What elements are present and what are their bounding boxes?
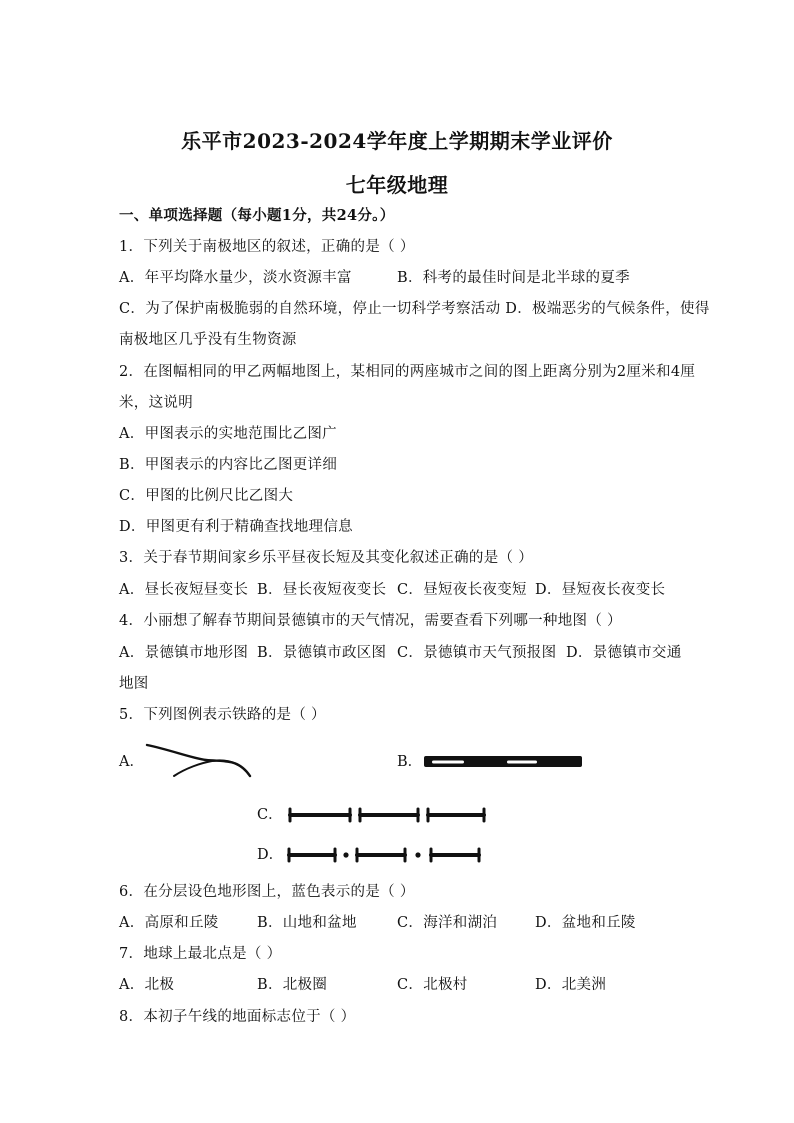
q5-option-d-label: D． xyxy=(257,847,284,863)
q2-stem: 2．在图幅相同的甲乙两幅地图上，某相同的两座城市之间的图上距离分别为2厘米和4厘 xyxy=(119,364,696,380)
highway-symbol xyxy=(424,755,584,769)
q6-option-d: D．盆地和丘陵 xyxy=(535,915,636,931)
q3-option-d: D．昼短夜长夜变长 xyxy=(535,582,666,598)
q6-option-c: C．海洋和湖泊 xyxy=(397,915,498,931)
q4-option-d-cont: 地图 xyxy=(119,676,149,692)
q2-option-d: D．甲图更有利于精确查找地理信息 xyxy=(119,519,353,535)
q3-stem: 3．关于春节期间家乡乐平昼夜长短及其变化叙述正确的是（ ） xyxy=(119,550,534,566)
q3-option-c: C．昼短夜长夜变短 xyxy=(397,582,527,598)
q4-option-a: A．景德镇市地形图 xyxy=(119,645,249,661)
q1-option-c-d: C．为了保护南极脆弱的自然环境，停止一切科学考察活动 D．极端恶劣的气候条件，使得 xyxy=(119,301,710,317)
q7-option-b: B．北极圈 xyxy=(257,977,328,993)
railway-symbol xyxy=(288,805,488,825)
q4-option-c: C．景德镇市天气预报图 xyxy=(397,645,557,661)
q7-option-d: D．北美洲 xyxy=(535,977,607,993)
q4-option-b: B．景德镇市政区图 xyxy=(257,645,387,661)
q2-option-c: C．甲图的比例尺比乙图大 xyxy=(119,488,294,504)
q5-stem: 5．下列图例表示铁路的是（ ） xyxy=(119,707,326,723)
q5-option-b-label: B． xyxy=(397,754,423,770)
river-symbol xyxy=(146,742,256,782)
q5-option-c-label: C． xyxy=(257,807,283,823)
exam-subtitle: 七年级地理 xyxy=(345,173,449,197)
q5-option-a-label: A． xyxy=(119,754,144,770)
q2-option-a: A．甲图表示的实地范围比乙图广 xyxy=(119,426,337,442)
q8-stem: 8．本初子午线的地面标志位于（ ） xyxy=(119,1009,356,1025)
q4-stem: 4．小丽想了解春节期间景德镇市的天气情况，需要查看下列哪一种地图（ ） xyxy=(119,613,622,629)
q7-option-a: A．北极 xyxy=(119,977,175,993)
q1-option-a: A．年平均降水量少，淡水资源丰富 xyxy=(119,270,352,286)
q2-option-b: B．甲图表示的内容比乙图更详细 xyxy=(119,457,338,473)
q7-option-c: C．北极村 xyxy=(397,977,468,993)
q1-stem: 1．下列关于南极地区的叙述，正确的是（ ） xyxy=(119,239,415,255)
exam-title: 乐平市2023-2024学年度上学期期末学业评价 xyxy=(181,129,613,153)
q1-option-d-cont: 南极地区几乎没有生物资源 xyxy=(119,332,297,348)
q4-option-d: D．景德镇市交通 xyxy=(566,645,682,661)
boundary-symbol xyxy=(287,845,487,865)
q2-stem-cont: 米，这说明 xyxy=(119,395,193,411)
q1-option-b: B．科考的最佳时间是北半球的夏季 xyxy=(397,270,630,286)
q6-stem: 6．在分层设色地形图上，蓝色表示的是（ ） xyxy=(119,884,415,900)
section-heading: 一、单项选择题（每小题1分，共24分。） xyxy=(119,207,395,224)
q6-option-b: B．山地和盆地 xyxy=(257,915,357,931)
q3-option-b: B．昼长夜短夜变长 xyxy=(257,582,387,598)
q6-option-a: A．高原和丘陵 xyxy=(119,915,219,931)
q3-option-a: A．昼长夜短昼变长 xyxy=(119,582,249,598)
q7-stem: 7．地球上最北点是（ ） xyxy=(119,946,282,962)
